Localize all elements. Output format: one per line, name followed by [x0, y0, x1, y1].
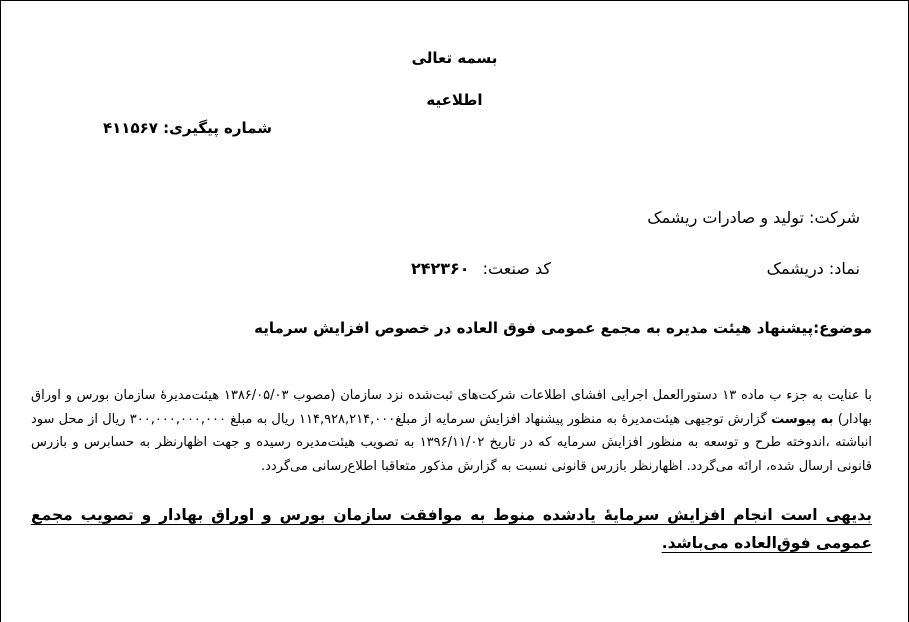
body-bold-phrase: به پیوست: [771, 411, 834, 427]
symbol-label: نماد:: [828, 259, 860, 278]
tracking-number: ۴۱۱۵۶۷: [102, 119, 158, 137]
tracking-number-row: [103, 119, 272, 137]
announcement-body: [31, 384, 872, 478]
symbol-value: دریشمک: [766, 259, 824, 278]
tracking-label: شماره پیگیری:: [163, 119, 272, 137]
final-note: [31, 501, 872, 557]
body-part2: گزارش توجیهی هیئت‌مدیرهٔ به منظور پیشنهاد افزایش سرمایه از مبلغ۱۱۴,۹۲۸,۲۱۴,۰۰۰ ریال به مبلغ ۳۰۰,۰۰۰,۰۰۰,۰۰۰ ریال از محل سود انباشته ،اندوخته طرح و توسعه به منظور افزایش سرمایه که در تاریخ ۱۳۹۶/۱۱/۰۲ به تصویب هیئت‌مدیره رسیده و جهت اظهارنظر به حسابرس و بازرس قانونی ارسال شده، ارائه می‌گردد. اظهارنظر بازرس قانونی نسبت به گزارش مذکور متعاقبا اطلاع‌رسانی می‌گردد.: [31, 411, 872, 474]
basmala-heading: بسمه تعالی: [411, 49, 498, 67]
body-part1: با عنایت به جزء ب ماده ۱۳ دستورالعمل اجرایی افشای اطلاعات شرکت‌های ثبت‌شده نزد سازمان (مصوب ۱۳۸۶/۰۵/۰۳ هیئت‌مدیرهٔ سازمان بورس و اوراق بهادار): [31, 388, 873, 427]
subject-label: موضوع:: [813, 319, 872, 337]
subject-row: [254, 319, 872, 337]
symbol-row: [767, 259, 860, 278]
industry-code-label: کد صنعت:: [482, 259, 551, 278]
company-label: شرکت:: [809, 208, 860, 227]
subject-text: پیشنهاد هیئت مدیره به مجمع عمومی فوق العاده در خصوص افزایش سرمایه: [254, 319, 814, 337]
company-name: تولید و صادرات ریشمک: [647, 208, 804, 227]
announcement-title: اطلاعیه: [426, 91, 483, 109]
industry-code-row: [411, 259, 551, 278]
company-row: [647, 208, 860, 227]
industry-code-value: ۲۴۲۳۶۰: [410, 259, 470, 278]
final-note-text: بدیهی است انجام افزایش سرمایهٔ یادشده منوط به موافقت سازمان بورس و اوراق بهادار و تصویب مجمع عمومی فوق‌العاده می‌باشد.: [31, 506, 872, 552]
